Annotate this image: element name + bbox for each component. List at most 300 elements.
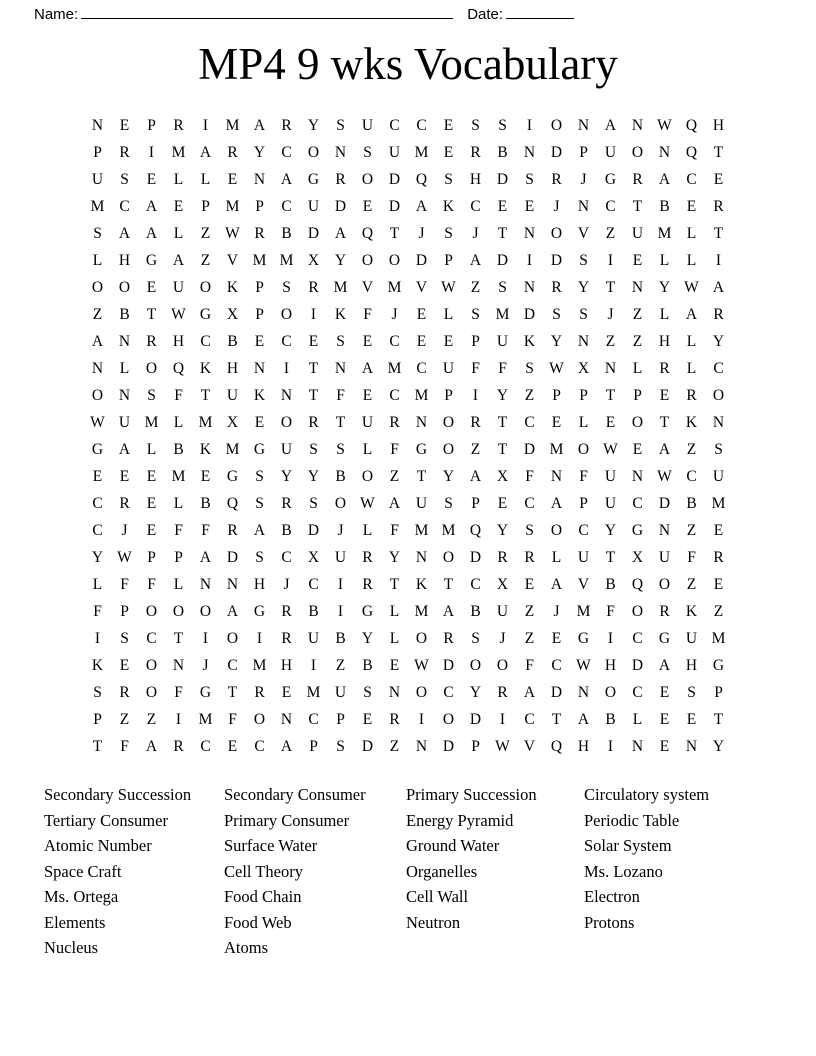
grid-letter[interactable]: D	[388, 171, 401, 188]
grid-letter[interactable]: E	[551, 630, 562, 647]
grid-letter[interactable]: M	[171, 144, 186, 161]
grid-letter[interactable]: Q	[631, 576, 644, 593]
grid-letter[interactable]: C	[281, 549, 292, 566]
grid-letter[interactable]: D	[523, 441, 536, 458]
grid-letter[interactable]: C	[605, 198, 616, 215]
grid-letter[interactable]: M	[711, 630, 726, 647]
grid-letter[interactable]: D	[523, 306, 536, 323]
grid-letter[interactable]: O	[145, 657, 158, 674]
grid-letter[interactable]: E	[605, 414, 616, 431]
word-list-item[interactable]: Tertiary Consumer	[44, 810, 168, 830]
grid-letter[interactable]: B	[335, 630, 346, 647]
grid-letter[interactable]: Z	[605, 333, 616, 350]
grid-letter[interactable]: R	[551, 279, 562, 296]
grid-letter[interactable]: E	[146, 279, 157, 296]
grid-letter[interactable]: A	[658, 171, 671, 188]
grid-letter[interactable]: G	[253, 603, 266, 620]
grid-letter[interactable]: T	[497, 414, 508, 431]
grid-letter[interactable]: D	[388, 198, 401, 215]
grid-letter[interactable]: O	[658, 576, 671, 593]
grid-letter[interactable]: C	[713, 360, 724, 377]
grid-letter[interactable]: Z	[335, 657, 346, 674]
grid-letter[interactable]: N	[415, 549, 428, 566]
grid-letter[interactable]: N	[577, 198, 590, 215]
grid-letter[interactable]: E	[389, 657, 400, 674]
grid-letter[interactable]: I	[202, 630, 209, 647]
grid-letter[interactable]: U	[415, 495, 428, 512]
grid-letter[interactable]: L	[173, 495, 184, 512]
grid-letter[interactable]: C	[281, 333, 292, 350]
grid-letter[interactable]: S	[525, 171, 534, 188]
grid-letter[interactable]: D	[550, 144, 563, 161]
grid-letter[interactable]: S	[444, 171, 453, 188]
grid-letter[interactable]: Z	[713, 603, 724, 620]
grid-letter[interactable]: L	[632, 711, 643, 728]
grid-letter[interactable]: N	[631, 738, 644, 755]
grid-letter[interactable]: S	[93, 684, 102, 701]
grid-letter[interactable]: S	[120, 630, 129, 647]
grid-letter[interactable]: E	[119, 657, 130, 674]
grid-letter[interactable]: O	[91, 279, 104, 296]
word-list-item[interactable]: Periodic Table	[584, 810, 680, 830]
grid-letter[interactable]: N	[91, 117, 104, 134]
grid-letter[interactable]: W	[495, 738, 510, 755]
grid-letter[interactable]: L	[551, 549, 562, 566]
grid-letter[interactable]: F	[687, 549, 696, 566]
grid-letter[interactable]: N	[523, 279, 536, 296]
grid-letter[interactable]: R	[497, 549, 508, 566]
grid-letter[interactable]: O	[334, 495, 347, 512]
grid-letter[interactable]: R	[713, 306, 724, 323]
grid-letter[interactable]: G	[199, 306, 212, 323]
grid-letter[interactable]: T	[605, 549, 616, 566]
grid-letter[interactable]: J	[283, 576, 290, 593]
grid-letter[interactable]: C	[92, 522, 103, 539]
grid-letter[interactable]: I	[94, 630, 101, 647]
grid-letter[interactable]: C	[281, 198, 292, 215]
grid-letter[interactable]: O	[631, 414, 644, 431]
grid-letter[interactable]: E	[524, 576, 535, 593]
grid-letter[interactable]: O	[280, 306, 293, 323]
grid-letter[interactable]: Z	[146, 711, 157, 728]
grid-letter[interactable]: J	[202, 657, 209, 674]
grid-letter[interactable]: S	[282, 279, 291, 296]
word-list-item[interactable]: Atoms	[224, 938, 269, 957]
grid-letter[interactable]: E	[119, 117, 130, 134]
grid-letter[interactable]: O	[442, 414, 455, 431]
grid-letter[interactable]: S	[444, 495, 453, 512]
grid-letter[interactable]: N	[118, 333, 131, 350]
grid-letter[interactable]: C	[281, 144, 292, 161]
grid-letter[interactable]: Y	[307, 468, 320, 485]
word-list-item[interactable]: Neutron	[406, 912, 461, 932]
grid-letter[interactable]: I	[526, 117, 533, 134]
grid-letter[interactable]: Z	[389, 738, 400, 755]
word-list-item[interactable]: Organelles	[406, 861, 478, 881]
grid-letter[interactable]: S	[363, 144, 372, 161]
grid-letter[interactable]: T	[389, 576, 400, 593]
grid-letter[interactable]: T	[632, 198, 643, 215]
grid-letter[interactable]: U	[685, 630, 698, 647]
grid-letter[interactable]: Y	[550, 333, 563, 350]
grid-letter[interactable]: H	[577, 738, 590, 755]
grid-letter[interactable]: A	[658, 657, 671, 674]
grid-letter[interactable]: F	[174, 684, 183, 701]
grid-letter[interactable]: R	[281, 495, 292, 512]
grid-letter[interactable]: A	[469, 468, 482, 485]
grid-letter[interactable]: Z	[200, 225, 211, 242]
grid-letter[interactable]: A	[523, 684, 536, 701]
grid-letter[interactable]: O	[91, 387, 104, 404]
word-list-item[interactable]: Cell Theory	[224, 861, 303, 881]
grid-letter[interactable]: X	[307, 549, 320, 566]
grid-letter[interactable]: Z	[632, 306, 643, 323]
grid-letter[interactable]: V	[415, 279, 428, 296]
grid-letter[interactable]: R	[308, 414, 319, 431]
grid-letter[interactable]: U	[658, 549, 671, 566]
grid-letter[interactable]: U	[496, 603, 509, 620]
grid-letter[interactable]: N	[334, 144, 347, 161]
grid-letter[interactable]: R	[335, 171, 346, 188]
grid-letter[interactable]: E	[227, 738, 238, 755]
grid-letter[interactable]: B	[362, 657, 373, 674]
word-list-item[interactable]: Food Chain	[224, 887, 302, 906]
grid-letter[interactable]: N	[118, 387, 131, 404]
grid-letter[interactable]: O	[631, 603, 644, 620]
grid-letter[interactable]: A	[280, 738, 293, 755]
grid-letter[interactable]: Y	[604, 522, 617, 539]
grid-letter[interactable]: A	[145, 738, 158, 755]
grid-letter[interactable]: E	[632, 252, 643, 269]
grid-letter[interactable]: N	[172, 657, 185, 674]
grid-letter[interactable]: L	[389, 603, 400, 620]
grid-letter[interactable]: C	[632, 630, 643, 647]
grid-letter[interactable]: R	[281, 117, 292, 134]
grid-letter[interactable]: N	[199, 576, 212, 593]
grid-letter[interactable]: M	[414, 387, 429, 404]
grid-letter[interactable]: E	[713, 576, 724, 593]
grid-letter[interactable]: M	[198, 414, 213, 431]
grid-letter[interactable]: C	[470, 576, 481, 593]
grid-letter[interactable]: G	[658, 630, 671, 647]
grid-letter[interactable]: Z	[686, 576, 697, 593]
grid-letter[interactable]: E	[146, 171, 157, 188]
grid-letter[interactable]: E	[443, 117, 454, 134]
grid-letter[interactable]: A	[388, 495, 401, 512]
word-list-item[interactable]: Space Craft	[44, 861, 122, 881]
grid-letter[interactable]: C	[632, 495, 643, 512]
grid-letter[interactable]: F	[201, 522, 210, 539]
grid-letter[interactable]: P	[309, 738, 318, 755]
grid-letter[interactable]: L	[659, 252, 670, 269]
grid-letter[interactable]: O	[712, 387, 725, 404]
grid-letter[interactable]: D	[334, 198, 347, 215]
grid-letter[interactable]: Y	[496, 387, 509, 404]
grid-letter[interactable]: A	[253, 117, 266, 134]
grid-letter[interactable]: C	[254, 738, 265, 755]
grid-letter[interactable]: D	[631, 657, 644, 674]
name-write-in-line[interactable]	[81, 6, 453, 19]
grid-letter[interactable]: I	[202, 117, 209, 134]
grid-letter[interactable]: O	[388, 252, 401, 269]
grid-letter[interactable]: Z	[389, 468, 400, 485]
grid-letter[interactable]: P	[471, 333, 480, 350]
grid-letter[interactable]: P	[93, 711, 102, 728]
grid-letter[interactable]: Z	[119, 711, 130, 728]
grid-letter[interactable]: W	[90, 414, 105, 431]
grid-letter[interactable]: T	[92, 738, 103, 755]
grid-letter[interactable]: R	[524, 549, 535, 566]
grid-letter[interactable]: P	[147, 549, 156, 566]
grid-letter[interactable]: R	[227, 144, 238, 161]
grid-letter[interactable]: A	[118, 225, 131, 242]
grid-letter[interactable]: P	[444, 387, 453, 404]
grid-letter[interactable]: L	[686, 252, 697, 269]
word-list-item[interactable]: Nucleus	[44, 938, 99, 957]
grid-letter[interactable]: O	[415, 684, 428, 701]
grid-letter[interactable]: W	[684, 279, 699, 296]
grid-letter[interactable]: Y	[280, 468, 293, 485]
grid-letter[interactable]: E	[173, 198, 184, 215]
grid-letter[interactable]: O	[631, 144, 644, 161]
grid-letter[interactable]: A	[604, 117, 617, 134]
grid-letter[interactable]: A	[550, 576, 563, 593]
grid-letter[interactable]: N	[253, 360, 266, 377]
grid-letter[interactable]: Y	[577, 279, 590, 296]
grid-letter[interactable]: L	[92, 252, 103, 269]
grid-letter[interactable]: C	[551, 657, 562, 674]
grid-letter[interactable]: M	[414, 603, 429, 620]
grid-letter[interactable]: P	[471, 738, 480, 755]
grid-letter[interactable]: U	[280, 441, 293, 458]
grid-letter[interactable]: S	[687, 684, 696, 701]
grid-letter[interactable]: G	[415, 441, 428, 458]
grid-letter[interactable]: Z	[470, 441, 481, 458]
grid-letter[interactable]: K	[685, 603, 698, 620]
grid-letter[interactable]: R	[632, 171, 643, 188]
grid-letter[interactable]: N	[334, 360, 347, 377]
grid-letter[interactable]: A	[550, 495, 563, 512]
grid-letter[interactable]: K	[226, 279, 239, 296]
grid-letter[interactable]: O	[415, 630, 428, 647]
grid-letter[interactable]: L	[659, 306, 670, 323]
grid-letter[interactable]: K	[199, 360, 212, 377]
grid-letter[interactable]: S	[363, 684, 372, 701]
grid-letter[interactable]: X	[226, 414, 239, 431]
grid-letter[interactable]: G	[253, 441, 266, 458]
grid-letter[interactable]: W	[576, 657, 591, 674]
grid-letter[interactable]: S	[255, 549, 264, 566]
grid-letter[interactable]: Q	[469, 522, 482, 539]
grid-letter[interactable]: G	[577, 630, 590, 647]
grid-letter[interactable]: N	[577, 117, 590, 134]
word-list-item[interactable]: Secondary Consumer	[224, 785, 366, 804]
grid-letter[interactable]: F	[120, 576, 129, 593]
grid-letter[interactable]: H	[712, 117, 725, 134]
grid-letter[interactable]: M	[225, 117, 240, 134]
grid-letter[interactable]: M	[711, 495, 726, 512]
grid-letter[interactable]: C	[443, 684, 454, 701]
grid-letter[interactable]: S	[552, 306, 561, 323]
grid-letter[interactable]: G	[226, 468, 239, 485]
grid-letter[interactable]: D	[361, 738, 374, 755]
grid-letter[interactable]: E	[146, 468, 157, 485]
grid-letter[interactable]: A	[253, 522, 266, 539]
grid-letter[interactable]: C	[200, 333, 211, 350]
grid-letter[interactable]: Y	[307, 117, 320, 134]
grid-letter[interactable]: S	[336, 441, 345, 458]
grid-letter[interactable]: E	[254, 333, 265, 350]
grid-letter[interactable]: A	[361, 360, 374, 377]
grid-letter[interactable]: L	[173, 171, 184, 188]
grid-letter[interactable]: O	[550, 117, 563, 134]
grid-letter[interactable]: K	[199, 441, 212, 458]
grid-letter[interactable]: T	[605, 387, 616, 404]
grid-letter[interactable]: T	[173, 630, 184, 647]
grid-letter[interactable]: O	[118, 279, 131, 296]
grid-letter[interactable]: C	[389, 117, 400, 134]
grid-letter[interactable]: R	[551, 171, 562, 188]
grid-letter[interactable]: S	[309, 495, 318, 512]
grid-letter[interactable]: O	[172, 603, 185, 620]
grid-letter[interactable]: T	[713, 225, 724, 242]
grid-letter[interactable]: E	[119, 468, 130, 485]
grid-letter[interactable]: L	[362, 522, 373, 539]
grid-letter[interactable]: I	[175, 711, 182, 728]
grid-letter[interactable]: U	[361, 414, 374, 431]
grid-letter[interactable]: C	[416, 117, 427, 134]
grid-letter[interactable]: E	[443, 144, 454, 161]
grid-letter[interactable]: S	[579, 252, 588, 269]
grid-letter[interactable]: E	[416, 306, 427, 323]
grid-letter[interactable]: N	[415, 414, 428, 431]
grid-letter[interactable]: A	[280, 171, 293, 188]
grid-letter[interactable]: R	[713, 549, 724, 566]
grid-letter[interactable]: R	[173, 117, 184, 134]
grid-letter[interactable]: Y	[496, 522, 509, 539]
grid-letter[interactable]: M	[225, 441, 240, 458]
grid-letter[interactable]: U	[442, 360, 455, 377]
grid-letter[interactable]: U	[604, 468, 617, 485]
grid-letter[interactable]: G	[145, 252, 158, 269]
grid-letter[interactable]: W	[117, 549, 132, 566]
grid-letter[interactable]: Z	[524, 387, 535, 404]
grid-letter[interactable]: U	[226, 387, 239, 404]
grid-letter[interactable]: F	[363, 306, 372, 323]
grid-letter[interactable]: P	[471, 495, 480, 512]
grid-letter[interactable]: O	[361, 468, 374, 485]
grid-letter[interactable]: G	[631, 522, 644, 539]
grid-letter[interactable]: R	[173, 738, 184, 755]
grid-letter[interactable]: S	[147, 387, 156, 404]
grid-letter[interactable]: O	[226, 630, 239, 647]
grid-letter[interactable]: H	[280, 657, 293, 674]
grid-letter[interactable]: M	[387, 279, 402, 296]
grid-letter[interactable]: E	[686, 711, 697, 728]
grid-letter[interactable]: J	[121, 522, 128, 539]
grid-letter[interactable]: B	[686, 495, 697, 512]
grid-letter[interactable]: Z	[470, 279, 481, 296]
grid-letter[interactable]: L	[389, 630, 400, 647]
grid-letter[interactable]: C	[524, 414, 535, 431]
grid-letter[interactable]: K	[685, 414, 698, 431]
grid-letter[interactable]: U	[307, 630, 320, 647]
grid-letter[interactable]: F	[336, 387, 345, 404]
grid-letter[interactable]: I	[499, 711, 506, 728]
grid-letter[interactable]: T	[308, 360, 319, 377]
grid-letter[interactable]: U	[361, 117, 374, 134]
grid-letter[interactable]: O	[145, 360, 158, 377]
grid-letter[interactable]: D	[442, 657, 455, 674]
grid-letter[interactable]: C	[686, 171, 697, 188]
grid-letter[interactable]: O	[469, 657, 482, 674]
grid-letter[interactable]: P	[579, 144, 588, 161]
grid-letter[interactable]: M	[171, 468, 186, 485]
grid-letter[interactable]: A	[334, 225, 347, 242]
grid-letter[interactable]: D	[658, 495, 671, 512]
grid-letter[interactable]: N	[577, 333, 590, 350]
grid-letter[interactable]: I	[607, 630, 614, 647]
grid-letter[interactable]: H	[226, 360, 239, 377]
word-list-item[interactable]: Primary Succession	[406, 785, 537, 804]
grid-letter[interactable]: Z	[605, 225, 616, 242]
grid-letter[interactable]: R	[254, 684, 265, 701]
grid-letter[interactable]: U	[604, 495, 617, 512]
grid-letter[interactable]: P	[120, 603, 129, 620]
grid-letter[interactable]: J	[472, 225, 479, 242]
grid-letter[interactable]: Y	[388, 549, 401, 566]
grid-letter[interactable]: E	[362, 387, 373, 404]
grid-letter[interactable]: Y	[442, 468, 455, 485]
grid-letter[interactable]: P	[201, 198, 210, 215]
grid-letter[interactable]: P	[579, 495, 588, 512]
grid-letter[interactable]: E	[308, 333, 319, 350]
grid-letter[interactable]: A	[685, 306, 698, 323]
grid-letter[interactable]: F	[174, 522, 183, 539]
grid-letter[interactable]: E	[659, 738, 670, 755]
grid-letter[interactable]: U	[172, 279, 185, 296]
grid-letter[interactable]: W	[171, 306, 186, 323]
grid-letter[interactable]: K	[415, 576, 428, 593]
grid-letter[interactable]: M	[495, 306, 510, 323]
grid-letter[interactable]: O	[145, 603, 158, 620]
grid-letter[interactable]: N	[253, 171, 266, 188]
grid-letter[interactable]: O	[604, 684, 617, 701]
grid-letter[interactable]: W	[603, 441, 618, 458]
grid-letter[interactable]: J	[580, 171, 587, 188]
grid-letter[interactable]: N	[631, 279, 644, 296]
grid-letter[interactable]: A	[658, 441, 671, 458]
grid-letter[interactable]: Z	[686, 522, 697, 539]
grid-letter[interactable]: X	[496, 576, 509, 593]
date-write-in-line[interactable]	[506, 6, 574, 19]
grid-letter[interactable]: A	[577, 711, 590, 728]
grid-letter[interactable]: M	[252, 252, 267, 269]
grid-letter[interactable]: K	[253, 387, 266, 404]
grid-letter[interactable]: D	[496, 171, 509, 188]
grid-letter[interactable]: A	[145, 198, 158, 215]
grid-letter[interactable]: L	[173, 225, 184, 242]
grid-letter[interactable]: E	[146, 522, 157, 539]
grid-letter[interactable]: S	[498, 117, 507, 134]
grid-letter[interactable]: N	[712, 414, 725, 431]
grid-letter[interactable]: R	[254, 225, 265, 242]
grid-letter[interactable]: I	[310, 657, 317, 674]
grid-letter[interactable]: Q	[226, 495, 239, 512]
grid-letter[interactable]: A	[712, 279, 725, 296]
grid-letter[interactable]: R	[119, 684, 130, 701]
grid-letter[interactable]: W	[657, 468, 672, 485]
